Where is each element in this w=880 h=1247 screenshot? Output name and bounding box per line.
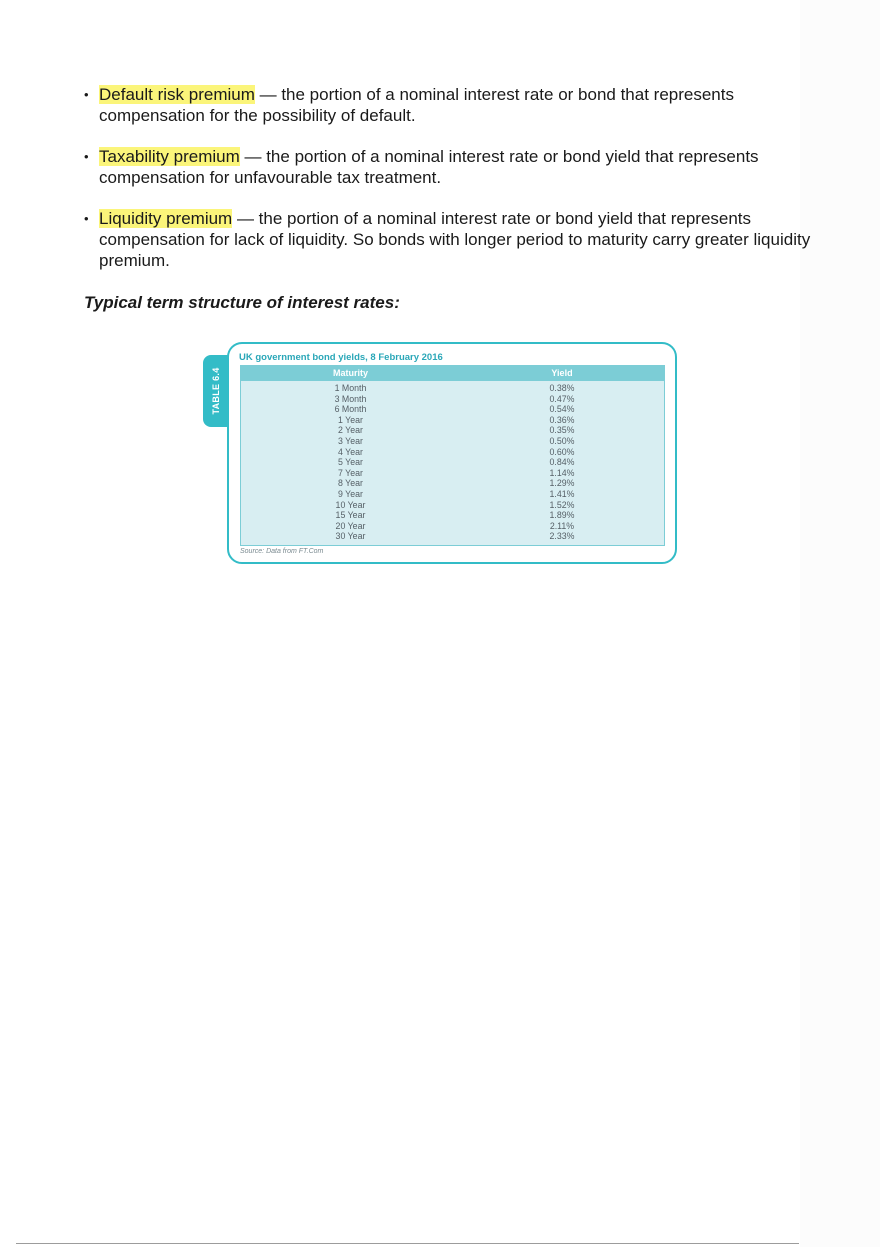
table-row	[241, 425, 664, 436]
bullet-term-highlight: Taxability premium	[99, 147, 240, 166]
table-header-row	[241, 366, 664, 381]
table-row	[241, 436, 664, 447]
cell-yield: 1.14%	[549, 467, 575, 478]
cell-maturity: 6 Month	[334, 404, 367, 415]
header-maturity: Maturity	[332, 368, 368, 378]
table-source: Source: Data from FT.Com	[240, 548, 324, 555]
cell-yield: 2.33%	[549, 531, 575, 542]
table-row	[241, 500, 664, 511]
cell-maturity: 7 Year	[338, 467, 363, 478]
bullet-dot: •	[84, 149, 89, 164]
bullet-definition: — the portion of a nominal interest rate or bond yield that represents compensation for lack of liquidity. So bonds with longer period to maturity carry greater liquidity premium.	[99, 209, 811, 270]
table-tab	[203, 355, 229, 427]
table-row	[241, 531, 664, 542]
cell-yield: 0.50%	[549, 435, 575, 446]
cell-yield: 2.11%	[549, 520, 575, 531]
cell-maturity: 5 Year	[338, 457, 363, 468]
bond-yield-table	[240, 365, 665, 546]
cell-maturity: 1 Year	[338, 414, 363, 425]
cell-maturity: 3 Month	[334, 393, 367, 404]
table-row	[241, 404, 664, 415]
cell-yield: 0.54%	[549, 404, 575, 415]
bullet-default-risk	[84, 84, 814, 126]
cell-maturity: 3 Year	[338, 435, 363, 446]
cell-maturity: 15 Year	[335, 510, 366, 521]
table-row	[241, 510, 664, 521]
cell-maturity: 4 Year	[338, 446, 363, 457]
bullet-definition: — the portion of a nominal interest rate or bond that represents compensation for the possibility of default.	[99, 85, 734, 125]
cell-yield: 0.35%	[549, 425, 575, 436]
cell-maturity: 8 Year	[338, 478, 363, 489]
table-row	[241, 489, 664, 500]
header-yield: Yield	[551, 368, 573, 378]
bullet-taxability	[84, 146, 814, 188]
table-tab-label: TABLE 6.4	[211, 367, 221, 415]
cell-yield: 0.36%	[549, 414, 575, 425]
bullet-liquidity	[84, 208, 814, 271]
cell-yield: 1.52%	[549, 499, 575, 510]
bullet-list	[84, 84, 814, 291]
bullet-dot: •	[84, 211, 89, 226]
cell-yield: 0.47%	[549, 393, 575, 404]
cell-yield: 1.41%	[549, 488, 575, 499]
section-heading: Typical term structure of interest rates:	[84, 293, 400, 312]
table-row	[241, 383, 664, 394]
bullet-term-highlight: Liquidity premium	[99, 209, 233, 228]
table-row	[241, 447, 664, 458]
table-row	[241, 457, 664, 468]
cell-yield: 1.89%	[549, 510, 575, 521]
table-title: UK government bond yields, 8 February 2016	[239, 352, 443, 363]
footer-divider	[16, 1243, 799, 1244]
cell-maturity: 1 Month	[334, 383, 367, 393]
bullet-definition: — the portion of a nominal interest rate or bond yield that represents compensation for unfavourable tax treatment.	[99, 147, 759, 187]
table-card	[227, 342, 677, 564]
cell-maturity: 20 Year	[335, 520, 366, 531]
cell-yield: 0.38%	[549, 383, 575, 393]
cell-yield: 1.29%	[549, 478, 575, 489]
table-row	[241, 521, 664, 532]
cell-maturity: 9 Year	[338, 488, 363, 499]
bullet-term-highlight: Default risk premium	[99, 85, 255, 104]
bullet-dot: •	[84, 87, 89, 102]
cell-maturity: 10 Year	[335, 499, 366, 510]
table-row	[241, 394, 664, 405]
table-row	[241, 478, 664, 489]
cell-maturity: 2 Year	[338, 425, 363, 436]
table-row	[241, 415, 664, 426]
table-row	[241, 468, 664, 479]
table-body	[241, 381, 664, 542]
cell-yield: 0.84%	[549, 457, 575, 468]
cell-yield: 0.60%	[549, 446, 575, 457]
cell-maturity: 30 Year	[335, 531, 366, 542]
